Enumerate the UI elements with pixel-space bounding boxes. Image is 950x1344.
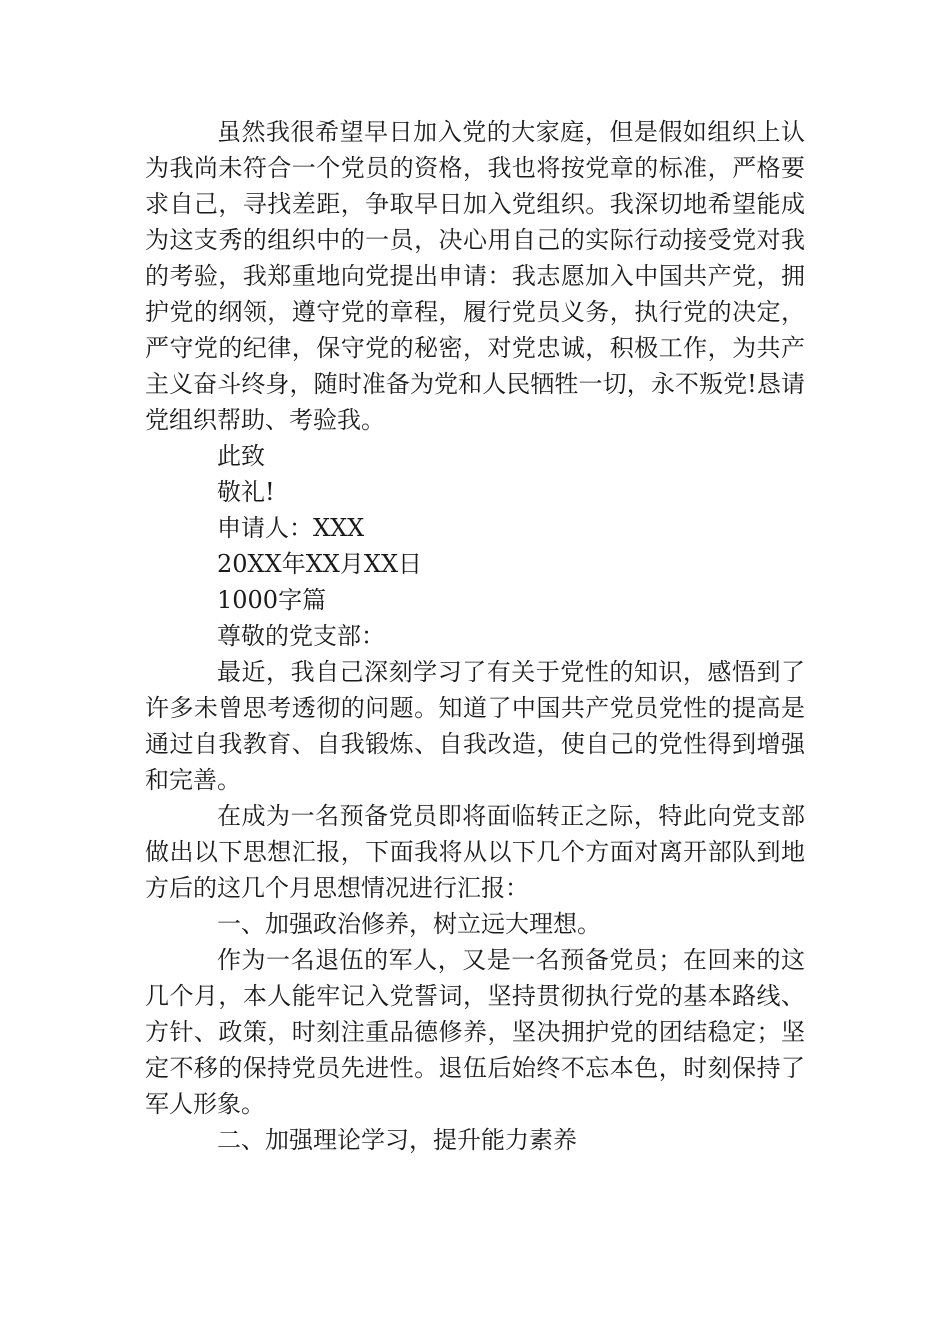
body-paragraph: 虽然我很希望早日加入党的大家庭，但是假如组织上认为我尚未符合一个党员的资格，我也将按党章的标准，严格要求自己，寻找差距，争取早日加入党组织。我深切地希望能成为这支秀的组织中的一员，决心用自己的实际行动接受党对我的考验，我郑重地向党提出申请：我志愿加入中国共产党，拥护党的纲领，遵守党的章程，履行党员义务，执行党的决定，严守党的纪律，保守党的秘密，对党忠诚，积极工作，为共产主义奋斗终身，随时准备为党和人民牺牲一切，永不叛党!恳请党组织帮助、考验我。 [145,118,805,434]
date-line: 20XX年XX月XX日 [217,550,423,578]
body-paragraph: 在成为一名预备党员即将面临转正之际，特此向党支部做出以下思想汇报，下面我将从以下几个方面对离开部队到地方后的这几个月思想情况进行汇报： [145,802,805,902]
salutation: 尊敬的党支部： [217,622,385,650]
document-body [145,114,805,1158]
body-paragraph: 最近，我自己深刻学习了有关于党性的知识，感悟到了许多未曾思考透彻的问题。知道了中国共产党员党性的提高是通过自我教育、自我锻炼、自我改造，使自己的党性得到增强和完善。 [145,658,805,794]
section-heading: 二、加强理论学习，提升能力素养 [217,1126,577,1154]
closing-line: 此致 [217,442,265,470]
section-heading: 一、加强政治修养，树立远大理想。 [217,910,601,938]
body-paragraph: 作为一名退伍的军人，又是一名预备党员；在回来的这几个月，本人能牢记入党誓词，坚持贯彻执行党的基本路线、方针、政策，时刻注重品德修养，坚决拥护党的团结稳定；坚定不移的保持党员先进性。退伍后始终不忘本色，时刻保持了军人形象。 [145,946,805,1118]
section-title: 1000字篇 [217,586,327,614]
applicant-line: 申请人：XXX [217,514,365,542]
closing-greeting: 敬礼! [217,478,275,506]
